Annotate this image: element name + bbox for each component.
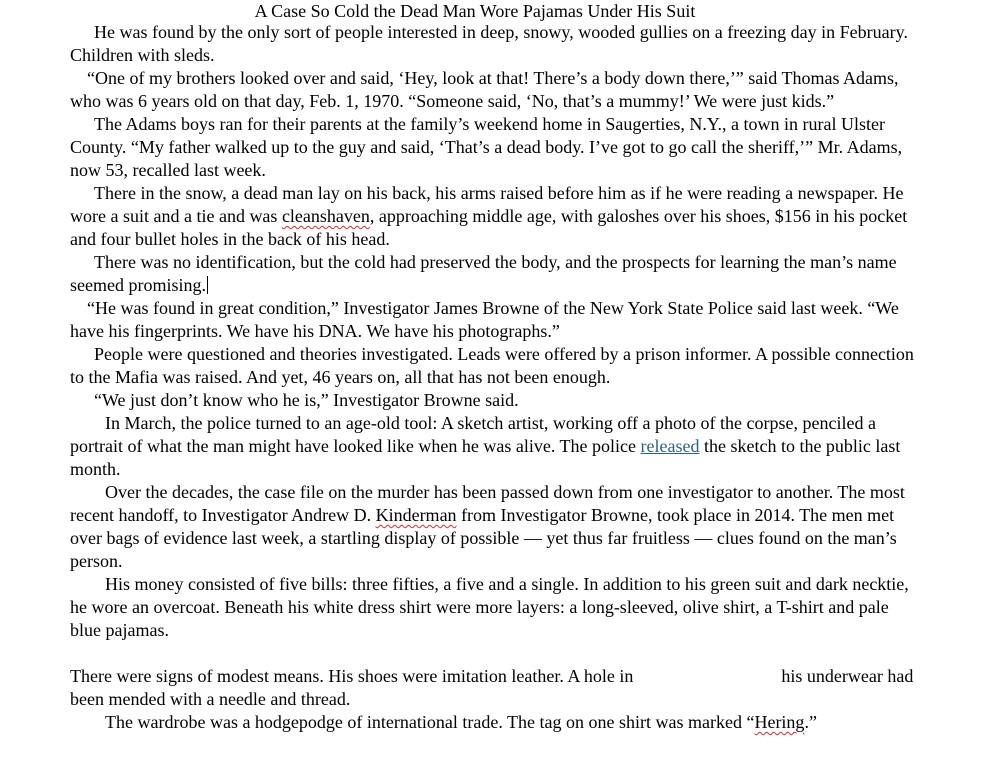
paragraph-text: There was no identification, but the cold had preserved the body, and the prospects for learning the man’s name seemed promising. xyxy=(70,252,897,295)
paragraph xyxy=(70,412,922,481)
released-link[interactable]: released xyxy=(640,436,700,456)
paragraph: The Adams boys ran for their parents at the family’s weekend home in Saugerties, N.Y., a town in rural Ulster County. “My father walked up to the guy and said, ‘That’s a dead body. I’ve got to go call the sheriff,’” Mr. Adams, now 53, recalled last week. xyxy=(70,114,903,180)
document-body[interactable] xyxy=(70,21,922,734)
paragraph-text: There were signs of modest means. His shoes were imitation leather. A hole in xyxy=(70,666,634,686)
text-cursor xyxy=(207,276,208,294)
paragraph-text: Over the decades, the case file on the murder has been passed down from one investigator to another. The most recent handoff, to Investigator Andrew D. xyxy=(70,482,905,525)
paragraph xyxy=(70,251,922,297)
paragraph: He was found by the only sort of people interested in deep, snowy, wooded gullies on a freezing day in February. Children with sleds. xyxy=(70,22,908,65)
paragraph-text: , approaching middle age, with galoshes over his shoes, $156 in his pocket and four bullet holes in the back of his head. xyxy=(70,206,908,249)
paragraph: People were questioned and theories investigated. Leads were offered by a prison informer. A possible connection to the Mafia was raised. And yet, 46 years on, all that has not been enough. xyxy=(70,344,914,387)
paragraph: “He was found in great condition,” Investigator James Browne of the New York State Police said last week. “We have his fingerprints. We have his DNA. We have his photographs.” xyxy=(70,298,899,341)
spellcheck-flagged-word[interactable]: Hering xyxy=(754,712,805,732)
paragraph xyxy=(70,481,922,573)
paragraph xyxy=(70,711,922,734)
blank-line xyxy=(70,642,922,665)
paragraph-text: his underwear had been mended with a needle and thread. xyxy=(70,666,914,709)
document-title: A Case So Cold the Dead Man Wore Pajamas Under His Suit xyxy=(254,1,696,21)
spellcheck-flagged-word[interactable]: cleanshaven xyxy=(281,206,370,226)
paragraph-text: There in the snow, a dead man lay on his back, his arms raised before him as if he were reading a newspaper. He wore a suit and a tie and was xyxy=(70,183,904,226)
paragraph xyxy=(70,182,922,251)
paragraph xyxy=(70,665,922,711)
paragraph-text: from Investigator Browne, took place in 2014. The men met over bags of evidence last week, a startling display of possible — yet thus far fruitless — clues found on the man’s person. xyxy=(70,505,897,571)
paragraph-text: .” xyxy=(804,712,817,732)
paragraph: “We just don’t know who he is,” Investigator Browne said. xyxy=(94,390,519,410)
paragraph: His money consisted of five bills: three fifties, a five and a single. In addition to his green suit and dark necktie, he wore an overcoat. Beneath his white dress shirt were more layers: a long-sleeved, olive shirt, a T-shirt and pale blue pajamas. xyxy=(70,574,909,640)
paragraph-text: the sketch to the public last month. xyxy=(70,436,901,479)
paragraph-text: In March, the police turned to an age-old tool: A sketch artist, working off a photo of the corpse, penciled a portrait of what the man might have looked like when he was alive. The police xyxy=(70,413,876,456)
paragraph-text: The wardrobe was a hodgepodge of international trade. The tag on one shirt was marked “ xyxy=(105,712,755,732)
spellcheck-flagged-word[interactable]: Kinderman xyxy=(375,505,457,525)
paragraph: “One of my brothers looked over and said, ‘Hey, look at that! There’s a body down there,’” said Thomas Adams, who was 6 years old on that day, Feb. 1, 1970. “Someone said, ‘No, that’s a mummy!’ We were just kids.” xyxy=(70,68,899,111)
